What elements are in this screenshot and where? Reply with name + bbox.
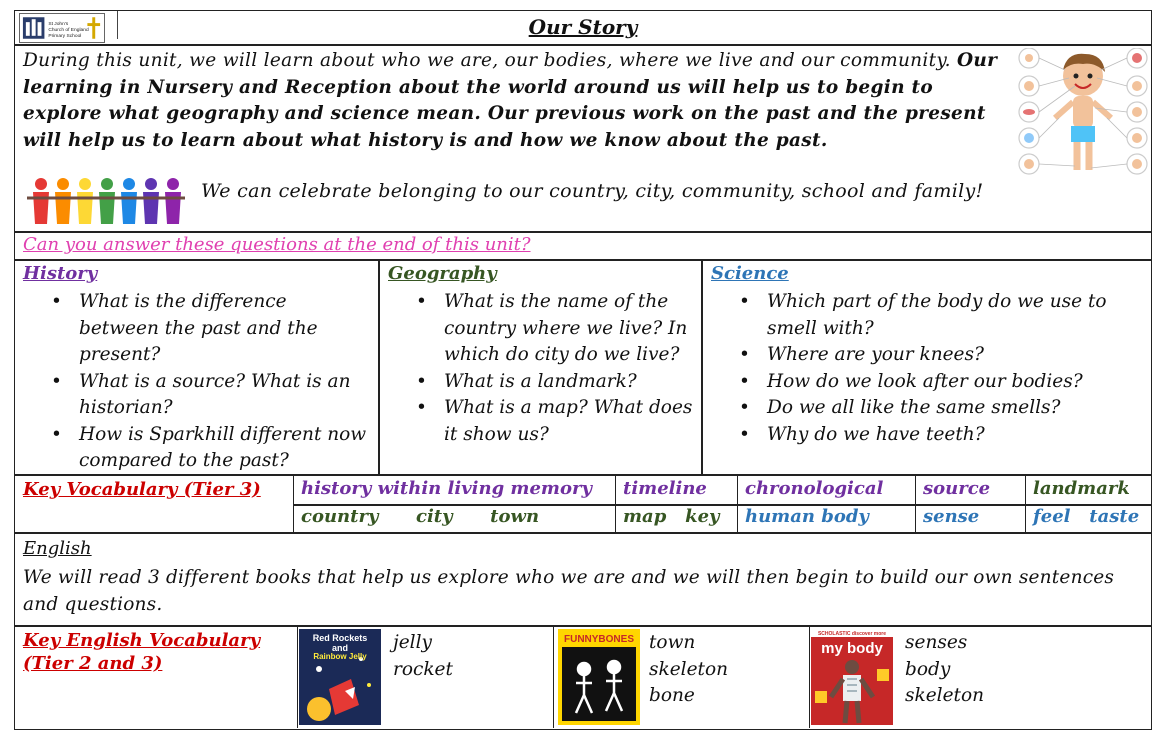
vocab-sense: sense: [915, 504, 1025, 532]
my-body-cover-image: [811, 629, 893, 725]
word-skeleton: skeleton: [649, 658, 729, 680]
svg-text:Primary School: Primary School: [48, 33, 82, 39]
list-item: • Which part of the body do we use to smell with?: [767, 289, 1147, 342]
intro-section: [14, 45, 1152, 232]
list-item: • What is a landmark?: [444, 369, 694, 396]
geography-question-list: [444, 289, 694, 448]
vocab-map-key: map key: [615, 504, 737, 532]
svg-text:my body: my body: [821, 640, 883, 657]
questions-heading: Can you answer these questions at the end of this unit?: [23, 234, 531, 255]
svg-text:and: and: [331, 643, 349, 653]
word-bone: bone: [649, 685, 695, 706]
vocab-human-body: human body: [737, 504, 915, 532]
science-column: [702, 260, 1152, 475]
science-question-list: [767, 289, 1147, 448]
book-words-list: [393, 630, 453, 683]
book-words-list: [649, 630, 728, 710]
svg-text:SCHOLASTIC discover more: SCHOLASTIC discover more: [817, 631, 887, 637]
vocab-landmark: landmark: [1025, 476, 1151, 504]
list-item: • How is Sparkhill different now compared to the past?: [79, 422, 369, 475]
kev-label-line1: Key English Vocabulary: [23, 630, 261, 651]
history-column: [14, 260, 379, 475]
vocab-timeline: timeline: [615, 476, 737, 504]
english-heading: English: [23, 538, 92, 559]
list-item: • Where are your knees?: [767, 342, 1147, 369]
science-heading: Science: [711, 263, 789, 284]
book-funnybones: [553, 627, 809, 728]
svg-text:Rainbow Jelly: Rainbow Jelly: [313, 652, 367, 661]
word-skeleton: skeleton: [905, 685, 985, 706]
key-vocabulary-label: Key Vocabulary (Tier 3): [23, 479, 261, 500]
vocab-history-within-living-memory: history within living memory: [293, 476, 615, 504]
celebrate-text: We can celebrate belonging to our country, city, community, school and family!: [201, 180, 984, 202]
list-item: • Why do we have teeth?: [767, 422, 1147, 449]
intro-plain-text: During this unit, we will learn about who we are, our bodies, where we live and our community.: [23, 50, 951, 71]
svg-text:FUNNYBONES: FUNNYBONES: [563, 634, 635, 645]
key-vocabulary-section: [14, 475, 1152, 533]
word-town: town: [649, 632, 696, 653]
intro-paragraph: [23, 48, 998, 154]
key-english-vocabulary-label: [23, 629, 260, 675]
vocab-country-city-town: country city town: [293, 504, 615, 532]
list-item: • What is the name of the country where we live? In which do city do we live?: [444, 289, 694, 369]
word-senses: senses: [905, 632, 968, 653]
vocab-chronological: chronological: [737, 476, 915, 504]
book-red-rockets: [297, 627, 553, 728]
svg-text:St John's: St John's: [48, 22, 69, 28]
book-words-list: [905, 630, 984, 710]
history-question-list: [79, 289, 369, 475]
title-row: [14, 10, 1152, 45]
list-item: • What is a map? What does it show us?: [444, 395, 694, 448]
list-item: • What is a source? What is an historian?: [79, 369, 369, 422]
intro-bold-text: Our learning in Nursery and Reception about the world around us will help us to begin to explore what geography and science mean. Our previous work on the past and the present will help us to learn about what history is and how we know about the past.: [23, 50, 998, 151]
people-holding-hands-image: [27, 176, 185, 226]
english-section: [14, 533, 1152, 626]
svg-text:Red Rockets: Red Rockets: [312, 633, 368, 643]
body-parts-image: [1015, 48, 1151, 176]
questions-row: [14, 232, 1152, 260]
list-item: • What is the difference between the past and the present?: [79, 289, 369, 369]
geography-column: [379, 260, 702, 475]
word-jelly: jelly: [393, 632, 432, 653]
vocab-source: source: [915, 476, 1025, 504]
funnybones-cover-image: [558, 629, 640, 725]
svg-text:Church of England: Church of England: [48, 27, 89, 33]
english-text: We will read 3 different books that help us explore who we are and we will then begin to build our own sentences and questions.: [23, 567, 1115, 615]
key-english-vocabulary-section: [14, 626, 1152, 730]
kev-label-line2: (Tier 2 and 3): [23, 653, 163, 674]
history-heading: History: [23, 263, 98, 284]
vocab-feel-taste: feel taste: [1025, 504, 1151, 532]
book-my-body: [809, 627, 1151, 728]
list-item: • How do we look after our bodies?: [767, 369, 1147, 396]
red-rockets-cover-image: [299, 629, 381, 725]
geography-heading: Geography: [388, 263, 497, 284]
word-rocket: rocket: [393, 658, 453, 680]
page-title: Our Story: [528, 15, 638, 39]
word-body: body: [905, 658, 951, 680]
list-item: • Do we all like the same smells?: [767, 395, 1147, 422]
